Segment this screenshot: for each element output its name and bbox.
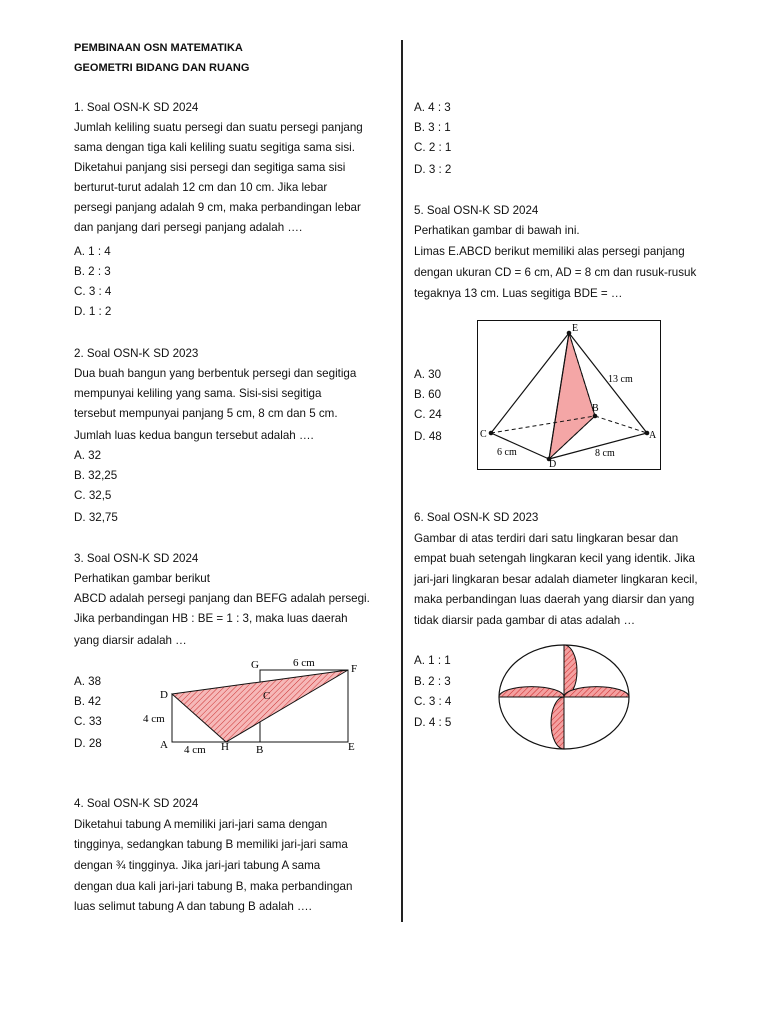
doc-title-line2: GEOMETRI BIDANG DAN RUANG bbox=[74, 62, 250, 74]
dim-left: 4 cm bbox=[143, 713, 165, 725]
q5-option-d: D. 48 bbox=[414, 430, 442, 443]
q2-text-line: Dua buah bangun yang berbentuk persegi dan segitiga bbox=[74, 367, 357, 380]
q1-text-line: dan panjang dari persegi panjang adalah …. bbox=[74, 221, 303, 234]
q4-heading: 4. Soal OSN-K SD 2024 bbox=[74, 797, 199, 810]
q2-text-line: tersebut mempunyai panjang 5 cm, 8 cm dan 5 cm. bbox=[74, 407, 338, 420]
q6-option-b: B. 2 : 3 bbox=[414, 675, 451, 688]
q1-option-b: B. 2 : 3 bbox=[74, 265, 111, 278]
q5-text-line: dengan ukuran CD = 6 cm, AD = 8 cm dan rusuk-rusuk bbox=[414, 266, 697, 279]
q3-option-c: C. 33 bbox=[74, 715, 102, 728]
q5-option-c: C. 24 bbox=[414, 408, 442, 421]
q1-text-line: persegi panjang adalah 9 cm, maka perbandingan lebar bbox=[74, 201, 361, 214]
q5-text-line: Limas E.ABCD berikut memiliki alas persegi panjang bbox=[414, 245, 685, 258]
q5-text-line: tegaknya 13 cm. Luas segitiga BDE = … bbox=[414, 287, 623, 300]
q6-option-d: D. 4 : 5 bbox=[414, 716, 452, 729]
q4-text-line: dengan dua kali jari-jari tabung B, maka perbandingan bbox=[74, 880, 353, 893]
q5-heading: 5. Soal OSN-K SD 2024 bbox=[414, 204, 539, 217]
q2-option-c: C. 32,5 bbox=[74, 489, 112, 502]
q1-option-c: C. 3 : 4 bbox=[74, 285, 112, 298]
q1-text-line: sama dengan tiga kali keliling suatu segitiga sama sisi. bbox=[74, 141, 355, 154]
triangle-bde bbox=[549, 333, 595, 459]
label-c: C bbox=[263, 690, 271, 702]
q3-option-b: B. 42 bbox=[74, 695, 102, 708]
label-f: F bbox=[351, 663, 358, 675]
q5-figure bbox=[477, 320, 661, 470]
q6-option-c: C. 3 : 4 bbox=[414, 695, 452, 708]
q5-option-a: A. 30 bbox=[414, 368, 442, 381]
label-e: E bbox=[572, 323, 579, 334]
doc-title-line1: PEMBINAAN OSN MATEMATIKA bbox=[74, 42, 243, 54]
q4-option-b: B. 3 : 1 bbox=[414, 121, 451, 134]
column-divider bbox=[401, 40, 403, 922]
q1-heading: 1. Soal OSN-K SD 2024 bbox=[74, 101, 199, 114]
q1-text-line: Diketahui panjang sisi persegi dan segitiga sama sisi bbox=[74, 161, 346, 174]
dim-ad: 8 cm bbox=[595, 448, 615, 459]
q6-option-a: A. 1 : 1 bbox=[414, 654, 451, 667]
q1-text-line: berturut-turut adalah 12 cm dan 10 cm. Jika lebar bbox=[74, 181, 328, 194]
q2-heading: 2. Soal OSN-K SD 2023 bbox=[74, 347, 199, 360]
q3-text-line: Perhatikan gambar berikut bbox=[74, 572, 210, 585]
q2-option-a: A. 32 bbox=[74, 449, 102, 462]
q4-text-line: tingginya, sedangkan tabung B memiliki jari-jari sama bbox=[74, 838, 348, 851]
q4-option-c: C. 2 : 1 bbox=[414, 141, 452, 154]
q4-text-line: Diketahui tabung A memiliki jari-jari sama dengan bbox=[74, 818, 328, 831]
q5-option-b: B. 60 bbox=[414, 388, 442, 401]
q6-text-line: tidak diarsir pada gambar di atas adalah … bbox=[414, 614, 636, 627]
q2-text-line: mempunyai keliling yang sama. Sisi-sisi segitiga bbox=[74, 387, 322, 400]
label-e: E bbox=[348, 741, 355, 753]
q1-text-line: Jumlah keliling suatu persegi dan suatu persegi panjang bbox=[74, 121, 363, 134]
q1-option-a: A. 1 : 4 bbox=[74, 245, 111, 258]
q6-text-line: Gambar di atas terdiri dari satu lingkaran besar dan bbox=[414, 532, 679, 545]
q6-text-line: empat buah setengah lingkaran kecil yang identik. Jika bbox=[414, 552, 696, 565]
q1-option-d: D. 1 : 2 bbox=[74, 305, 112, 318]
dim-cd: 6 cm bbox=[497, 447, 517, 458]
dim-top: 6 cm bbox=[293, 657, 315, 669]
label-c: C bbox=[480, 429, 487, 440]
q2-text-line: Jumlah luas kedua bangun tersebut adalah …. bbox=[74, 429, 314, 442]
label-a: A bbox=[160, 739, 168, 751]
q2-option-d: D. 32,75 bbox=[74, 511, 118, 524]
q4-option-a: A. 4 : 3 bbox=[414, 101, 451, 114]
q6-text-line: maka perbandingan luas daerah yang diarsir dan yang bbox=[414, 593, 695, 606]
q6-figure bbox=[494, 636, 636, 754]
label-b: B bbox=[592, 403, 599, 414]
dim-edge: 13 cm bbox=[608, 374, 633, 385]
q4-text-line: luas selimut tabung A dan tabung B adalah …. bbox=[74, 900, 312, 913]
q4-text-line: dengan ¾ tingginya. Jika jari-jari tabung A sama bbox=[74, 859, 321, 872]
label-d: D bbox=[549, 459, 557, 470]
q3-text-line: ABCD adalah persegi panjang dan BEFG adalah persegi. bbox=[74, 592, 370, 605]
q6-text-line: jari-jari lingkaran besar adalah diameter lingkaran kecil, bbox=[414, 573, 698, 586]
label-d: D bbox=[160, 689, 168, 701]
label-h: H bbox=[221, 741, 229, 753]
label-b: B bbox=[256, 744, 264, 756]
q3-figure bbox=[140, 652, 370, 760]
label-a: A bbox=[649, 430, 657, 441]
q3-option-d: D. 28 bbox=[74, 737, 102, 750]
q3-text-line: yang diarsir adalah … bbox=[74, 634, 187, 647]
q2-option-b: B. 32,25 bbox=[74, 469, 118, 482]
q3-option-a: A. 38 bbox=[74, 675, 102, 688]
label-g: G bbox=[251, 659, 259, 671]
q3-text-line: Jika perbandingan HB : BE = 1 : 3, maka luas daerah bbox=[74, 612, 348, 625]
q3-heading: 3. Soal OSN-K SD 2024 bbox=[74, 552, 199, 565]
q5-text-line: Perhatikan gambar di bawah ini. bbox=[414, 224, 580, 237]
q4-option-d: D. 3 : 2 bbox=[414, 163, 452, 176]
dim-bottom: 4 cm bbox=[184, 744, 206, 756]
q6-heading: 6. Soal OSN-K SD 2023 bbox=[414, 511, 539, 524]
